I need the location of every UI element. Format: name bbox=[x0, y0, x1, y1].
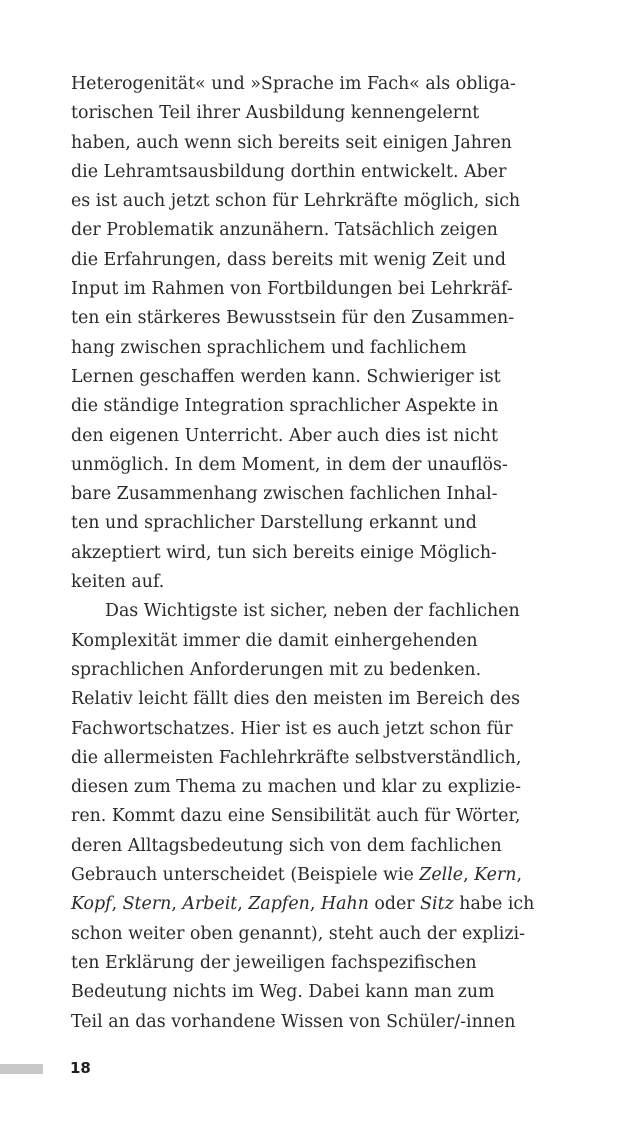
text-line: ten und sprachlicher Darstellung erkannt und bbox=[71, 513, 477, 534]
example-word: Hahn bbox=[320, 894, 369, 915]
text-line: Fachwortschatzes. Hier ist es auch jetzt schon für bbox=[71, 718, 513, 739]
text-line: deren Alltagsbedeutung sich von dem fachlichen bbox=[71, 835, 502, 856]
text-line: unmöglich. In dem Moment, in dem der unauflös- bbox=[71, 454, 508, 475]
example-word: Sitz bbox=[420, 894, 454, 915]
text-segment: , bbox=[516, 865, 523, 886]
text-line: Relativ leicht fällt dies den meisten im Bereich des bbox=[71, 689, 521, 710]
text-line: hang zwischen sprachlichem und fachlichem bbox=[71, 337, 467, 358]
text-line: Das Wichtigste ist sicher, neben der fachlichen bbox=[105, 601, 520, 622]
text-line: Bedeutung nichts im Weg. Dabei kann man zum bbox=[71, 982, 495, 1003]
page-number: 18 bbox=[70, 1059, 91, 1077]
text-segment: , bbox=[111, 894, 123, 915]
text-segment: habe ich bbox=[453, 894, 535, 915]
text-line: torischen Teil ihrer Ausbildung kennengelernt bbox=[71, 103, 480, 124]
text-segment: Gebrauch unterscheidet (Beispiele wie bbox=[71, 865, 420, 886]
text-segment: oder bbox=[368, 894, 421, 915]
text-line: die allermeisten Fachlehrkräfte selbstverständlich, bbox=[71, 747, 522, 768]
text-line: ten ein stärkeres Bewusstsein für den Zusammen- bbox=[71, 308, 515, 329]
text-line-with-examples bbox=[71, 861, 541, 890]
body-text bbox=[71, 70, 541, 1037]
text-line: ren. Kommt dazu eine Sensibilität auch für Wörter, bbox=[71, 806, 521, 827]
example-word: Stern bbox=[122, 894, 172, 915]
text-line: die Lehramtsausbildung dorthin entwickelt. Aber bbox=[71, 161, 507, 182]
text-line: Teil an das vorhandene Wissen von Schüler/-innen bbox=[71, 1011, 516, 1032]
text-line: haben, auch wenn sich bereits seit einigen Jahren bbox=[71, 132, 512, 153]
footer-bar bbox=[0, 1064, 43, 1074]
text-line-with-examples bbox=[71, 890, 541, 919]
text-line: ten Erklärung der jeweiligen fachspezifischen bbox=[71, 952, 477, 973]
text-line: die ständige Integration sprachlicher Aspekte in bbox=[71, 396, 499, 417]
text-line: Lernen geschaffen werden kann. Schwieriger ist bbox=[71, 366, 501, 387]
example-word: Zapfen bbox=[248, 894, 310, 915]
text-line: schon weiter oben genannt), steht auch der explizi- bbox=[71, 923, 525, 944]
example-word: Arbeit bbox=[182, 894, 238, 915]
text-line: den eigenen Unterricht. Aber auch dies ist nicht bbox=[71, 425, 498, 446]
paragraph-1 bbox=[71, 70, 541, 597]
text-line: es ist auch jetzt schon für Lehrkräfte möglich, sich bbox=[71, 191, 521, 212]
text-line: sprachlichen Anforderungen mit zu bedenken. bbox=[71, 659, 482, 680]
example-word: Kopf bbox=[71, 894, 112, 915]
text-line: Input im Rahmen von Fortbildungen bei Lehrkräf- bbox=[71, 279, 513, 300]
text-line: Heterogenität« und »Sprache im Fach« als obliga- bbox=[71, 74, 516, 94]
paragraph-2 bbox=[71, 597, 541, 1036]
text-line: akzeptiert wird, tun sich bereits einige Möglich- bbox=[71, 542, 497, 563]
text-line: der Problematik anzunähern. Tatsächlich zeigen bbox=[71, 220, 498, 241]
text-segment: , bbox=[237, 894, 249, 915]
text-line: die Erfahrungen, dass bereits mit wenig Zeit und bbox=[71, 249, 506, 270]
text-segment: , bbox=[463, 865, 475, 886]
text-line: diesen zum Thema zu machen und klar zu explizie- bbox=[71, 777, 522, 798]
text-segment: , bbox=[309, 894, 321, 915]
text-segment: , bbox=[171, 894, 183, 915]
text-line: Komplexität immer die damit einhergehenden bbox=[71, 630, 478, 651]
example-word: Zelle bbox=[419, 865, 464, 886]
text-line: bare Zusammenhang zwischen fachlichen Inhal- bbox=[71, 484, 498, 505]
example-word: Kern bbox=[474, 865, 517, 886]
text-line: keiten auf. bbox=[71, 572, 165, 593]
